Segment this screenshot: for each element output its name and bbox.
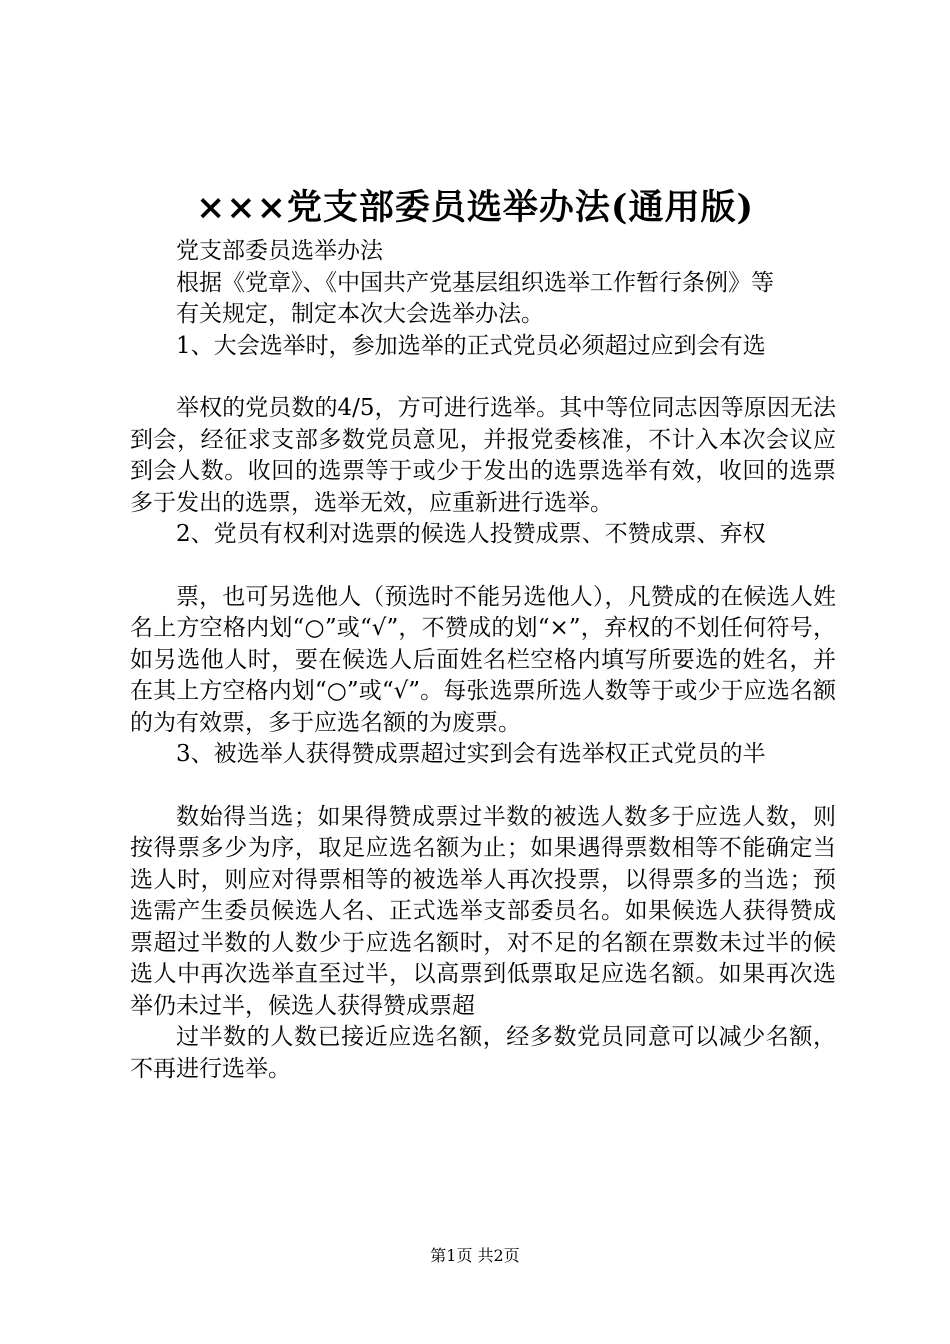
paragraph-rule-3-end: 过半数的人数已接近应选名额，经多数党员同意可以减少名额，不再进行选举。 — [130, 1024, 836, 1082]
document-body — [130, 236, 836, 1085]
paragraph-basis-cont: 有关规定，制定本次大会选举办法。 — [176, 301, 544, 327]
paragraph-rule-3-body: 数始得当选；如果得赞成票过半数的被选人数多于应选人数，则按得票多少为序，取足应选名额为止；如果遇得票数相等不能确定当选人时，则应对得票相等的被选举人再次投票，以得票多的当选；预选需产生委员候选人名、正式选举支部委员名。如果候选人获得赞成票超过半数的人数少于应选名额时，对不足的名额在票数未过半的候选人中再次选举直至过半，以高票到低票取足应选名额。如果再次选举仍未过半，候选人获得赞成票超 — [130, 803, 836, 1019]
paragraph-rule-2-body: 票，也可另选他人（预选时不能另选他人），凡赞成的在候选人姓名上方空格内划“○”或“√”，不赞成的划“×”，弃权的不划任何符号，如另选他人时，要在候选人后面姓名栏空格内填写所要选的姓名，并在其上方空格内划“○”或“√”。每张选票所选人数等于或少于应选名额的为有效票，多于应选名额的为废票。 — [130, 583, 836, 736]
paragraph-rule-3: 3、被选举人获得赞成票超过实到会有选举权正式党员的半 — [176, 741, 766, 767]
paragraph-basis: 根据《党章》、《中国共产党基层组织选举工作暂行条例》等 — [176, 269, 774, 296]
paragraph-rule-1: 1、大会选举时，参加选举的正式党员必须超过应到会有选 — [176, 332, 766, 359]
document-title: ×××党支部委员选举办法(通用版) — [195, 187, 755, 228]
page-footer: 第1页 共2页 — [430, 1246, 520, 1265]
paragraph-rule-1-body: 举权的党员数的4/5，方可进行选举。其中等位同志因等原因无法到会，经征求支部多数党员意见，并报党委核准，不计入本次会议应到会人数。收回的选票等于或少于发出的选票选举有效，收回的选票多于发出的选票，选举无效，应重新进行选举。 — [130, 395, 836, 516]
paragraph-rule-2: 2、党员有权利对选票的候选人投赞成票、不赞成票、弃权 — [176, 521, 766, 547]
paragraph-heading: 党支部委员选举办法 — [176, 238, 383, 264]
